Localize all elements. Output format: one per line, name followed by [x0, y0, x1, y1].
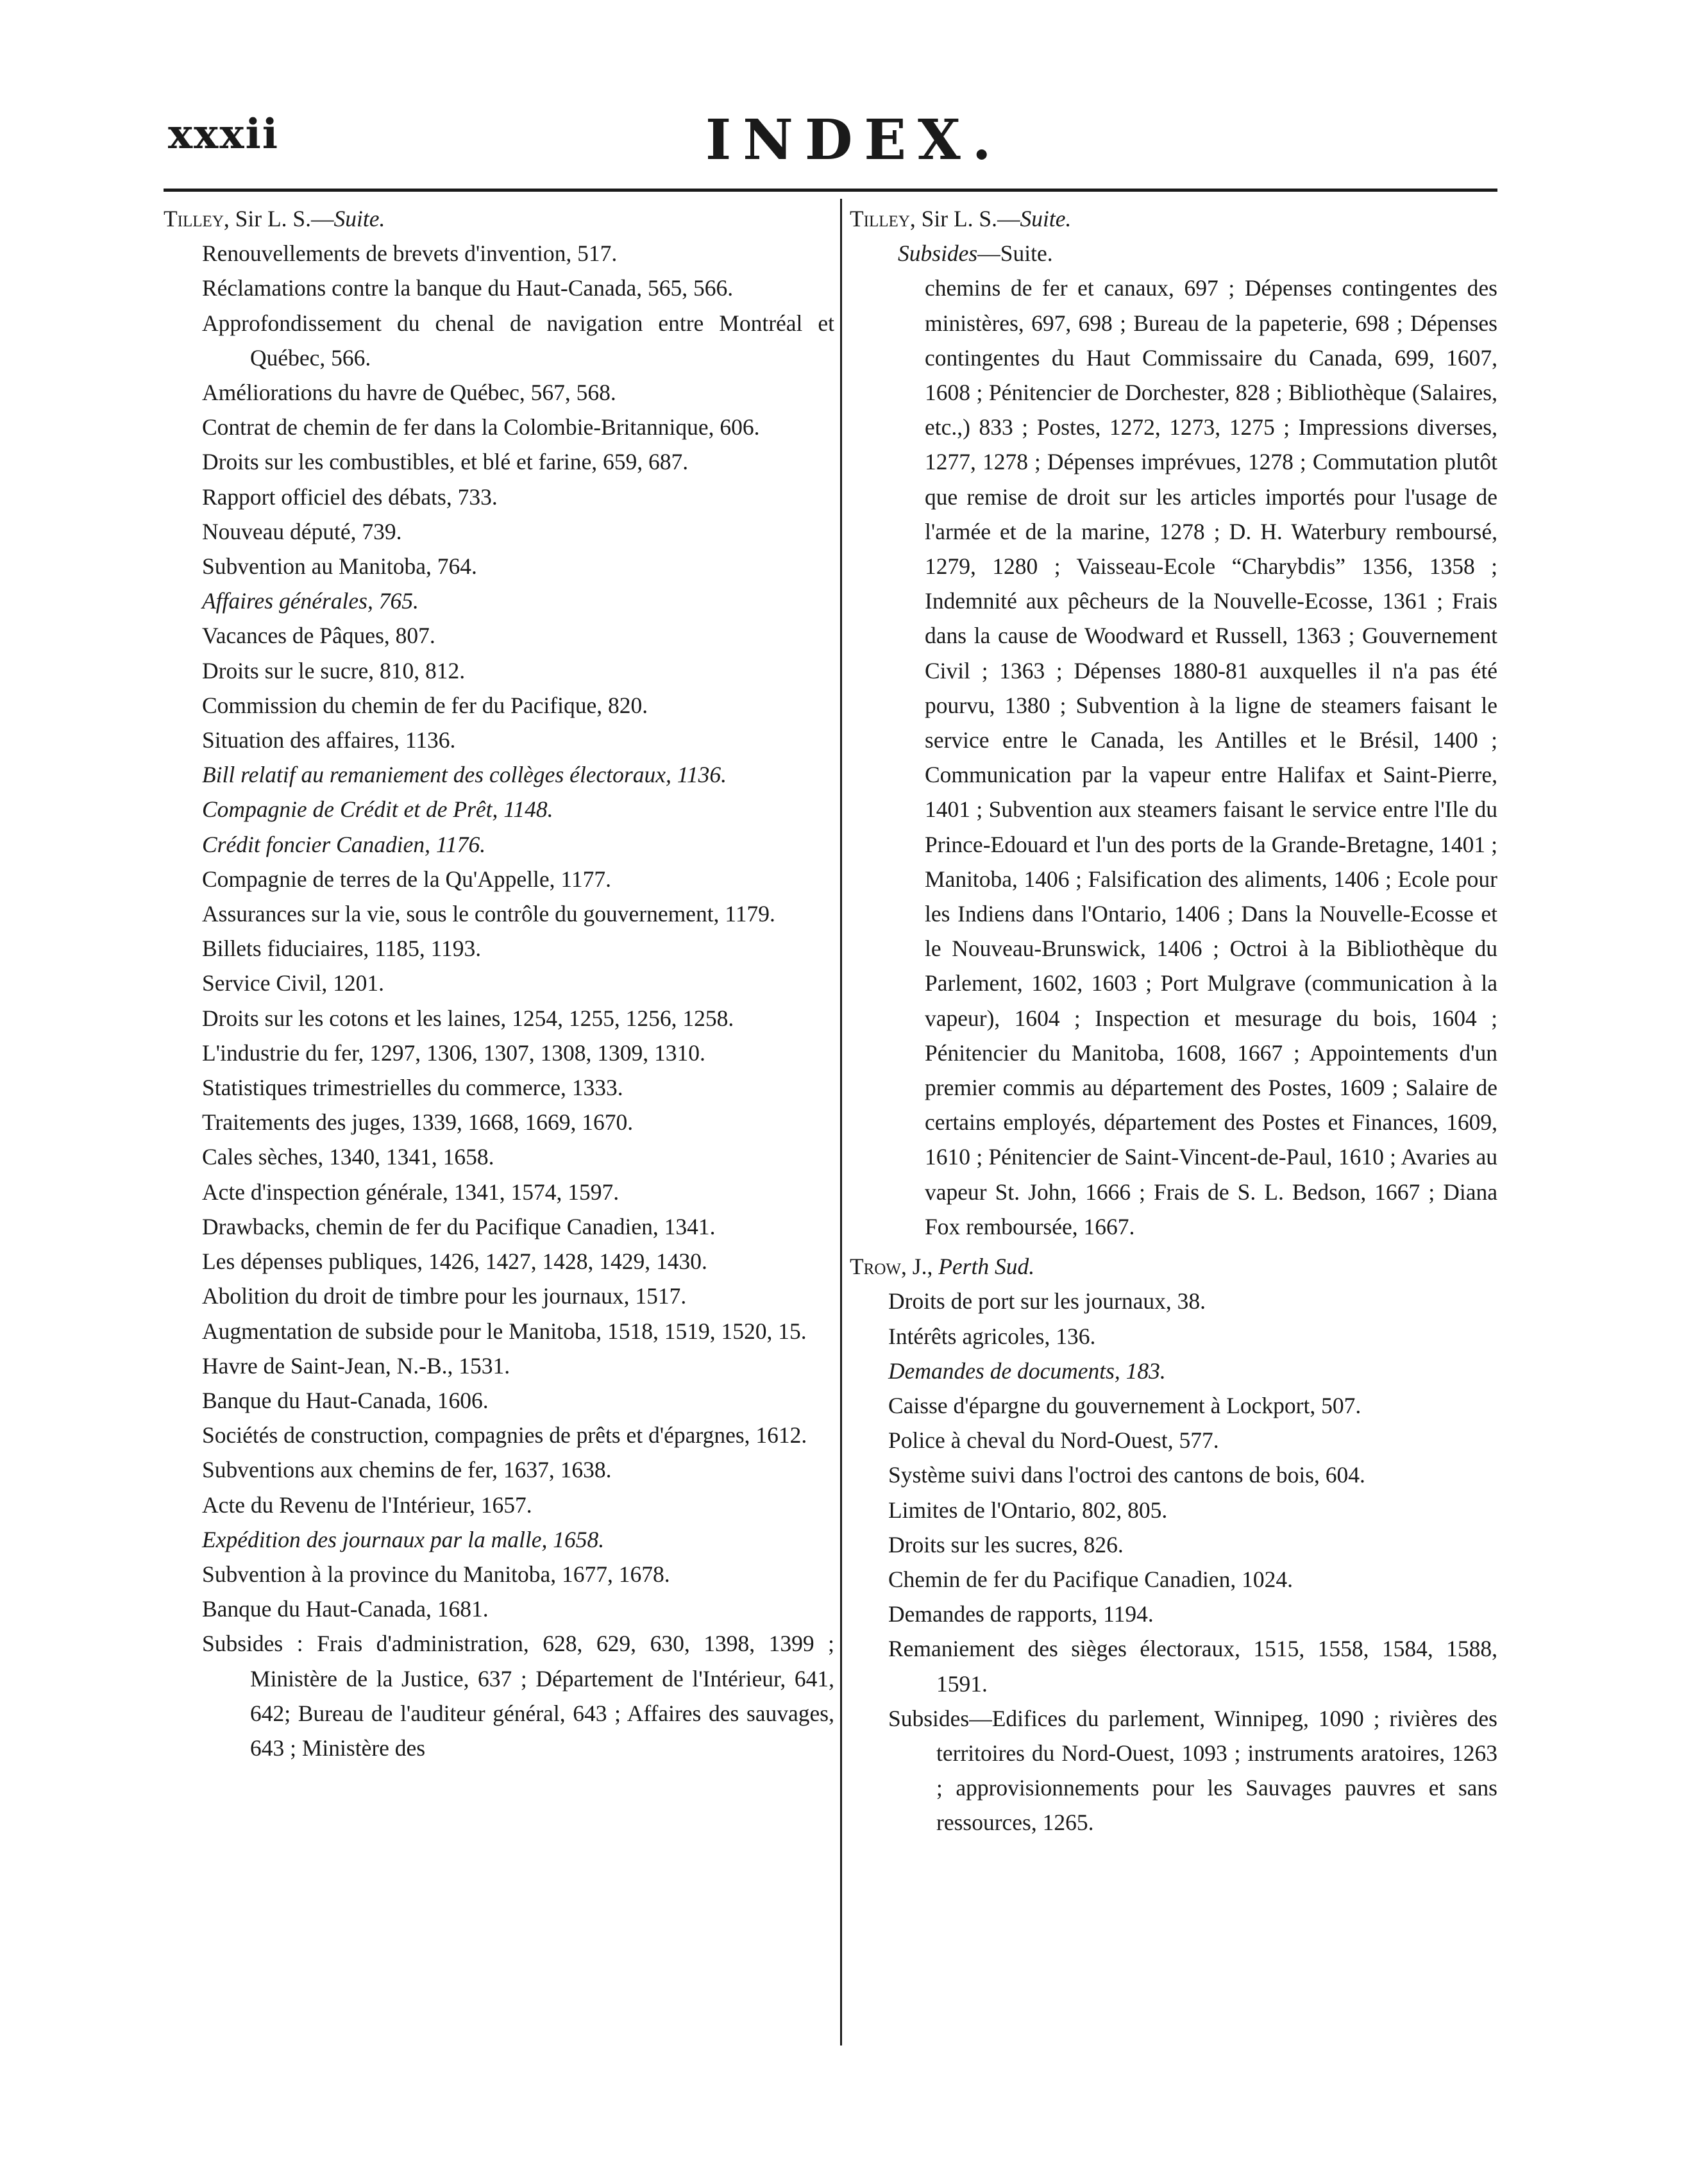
list-item: Situation des affaires, 1136. [202, 727, 456, 753]
list-item: Affaires générales, 765. [202, 588, 419, 614]
page-title: INDEX. [705, 108, 1003, 172]
list-item: Havre de Saint-Jean, N.-B., 1531. [202, 1352, 510, 1379]
right-column [850, 201, 1497, 1840]
list-item: Droits sur les cotons et les laines, 1254, 1255, 1256, 1258. [202, 1005, 734, 1031]
list-item: Compagnie de terres de la Qu'Appelle, 1177. [202, 866, 611, 892]
entry-heading [850, 201, 1497, 236]
subsides-paragraph: chemins de fer et canaux, 697 ; Dépenses contingentes des ministères, 697, 698 ; Bureau de la papeterie, 698 ; Dépenses contingentes du Haut Commissaire du Canada, 699, 1607, 1608 ; Pénitencier de Dorchester, 828 ; Bibliothèque (Salaires, etc.,) 833 ; Postes, 1272, 1273, 1275 ; Impressions diverses, 1277, 1278 ; Dépenses imprévues, 1278 ; Commutation plutôt que remise de droit sur les articles importés pour l'usage de l'armée et de la marine, 1278 ; D. H. Waterbury remboursé, 1279, 1280 ; Vaisseau-Ecole “Charybdis” 1356, 1358 ; Indemnité aux pêcheurs de la Nouvelle-Ecosse, 1361 ; Frais dans la cause de Woodward et Russell, 1363 ; Gouvernement Civil ; 1363 ; Dépenses 1880-81 auxquelles il n'a pas été pourvu, 1380 ; Subvention à la ligne de steamers faisant le service entre le Canada, les Antilles et le Brésil, 1400 ; Communication par la vapeur entre Halifax et Saint-Pierre, 1401 ; Subvention aux steamers faisant le service entre l'Ile du Prince-Edouard et l'un des ports de la Grande-Bretagne, 1401 ; Manitoba, 1406 ; Falsification des aliments, 1406 ; Ecole pour les Indiens dans l'Ontario, 1406 ; Dans la Nouvelle-Ecosse et le Nouveau-Brunswick, 1406 ; Octroi à la Bibliothèque du Parlement, 1602, 1603 ; Port Mulgrave (communication à la vapeur), 1604 ; Inspection et mesurage du bois, 1604 ; Pénitencier du Manitoba, 1608, 1667 ; Appointements d'un premier commis au département des Postes, 1609 ; Salaire de certains employés, département des Postes et Finances, 1609, 1610 ; Pénitencier de Saint-Vincent-de-Paul, 1610 ; Avaries au vapeur St. John, 1666 ; Frais de S. L. Bedson, 1667 ; Diana Fox remboursée, 1667. [925, 275, 1497, 1239]
list-item: Droits de port sur les journaux, 38. [888, 1288, 1206, 1315]
list-item: Crédit foncier Canadien, 1176. [202, 831, 486, 857]
list-item: Assurances sur la vie, sous le contrôle du gouvernement, 1179. [202, 901, 775, 927]
list-item: Subvention à la province du Manitoba, 1677, 1678. [202, 1561, 670, 1587]
list-item: Caisse d'épargne du gouvernement à Lockport, 507. [888, 1392, 1361, 1418]
entry-heading [850, 1249, 1497, 1284]
list-item: Vacances de Pâques, 807. [202, 623, 435, 649]
list-item: Demandes de rapports, 1194. [888, 1601, 1154, 1627]
subsides-word: Subsides [898, 240, 978, 267]
subsides-suite: —Suite. [977, 240, 1053, 267]
list-item: Nouveau député, 739. [202, 518, 402, 544]
heading-rest: , Sir L. S.— [223, 206, 334, 231]
list-item: Subvention au Manitoba, 764. [202, 553, 477, 580]
list-item: Demandes de documents, 183. [888, 1357, 1166, 1384]
list-item: Abolition du droit de timbre pour les journaux, 1517. [202, 1283, 687, 1309]
left-column [164, 201, 834, 1765]
header-rule [164, 189, 1497, 192]
heading-name: Tilley [164, 206, 224, 231]
list-item: Statistiques trimestrielles du commerce, 1333. [202, 1075, 623, 1101]
list-item: Chemin de fer du Pacifique Canadien, 1024. [888, 1566, 1293, 1592]
list-item: Police à cheval du Nord-Ouest, 577. [888, 1427, 1219, 1454]
list-item: Billets fiduciaires, 1185, 1193. [202, 936, 482, 962]
list-item: Droits sur les combustibles, et blé et farine, 659, 687. [202, 449, 689, 475]
list-item: Droits sur les sucres, 826. [888, 1531, 1124, 1558]
list-item: Drawbacks, chemin de fer du Pacifique Canadien, 1341. [202, 1213, 716, 1239]
list-item: Droits sur le sucre, 810, 812. [202, 657, 466, 684]
heading-name: Tilley [850, 206, 910, 231]
list-item: Traitements des juges, 1339, 1668, 1669, 1670. [202, 1109, 634, 1136]
heading-riding: Perth Sud. [938, 1254, 1035, 1280]
heading-rest: , Sir L. S.— [909, 206, 1020, 231]
list-item: Les dépenses publiques, 1426, 1427, 1428, 1429, 1430. [202, 1248, 707, 1275]
list-item: Rapport officiel des débats, 733. [202, 483, 498, 510]
list-item: Cales sèches, 1340, 1341, 1658. [202, 1144, 494, 1170]
list-item: Expédition des journaux par la malle, 1658. [202, 1526, 605, 1552]
list-item: Renouvellements de brevets d'invention, 517. [202, 240, 618, 267]
list-item: Banque du Haut-Canada, 1681. [202, 1596, 489, 1622]
list-item: Limites de l'Ontario, 802, 805. [888, 1497, 1168, 1523]
list-item: L'industrie du fer, 1297, 1306, 1307, 1308, 1309, 1310. [202, 1039, 705, 1066]
list-item: Sociétés de construction, compagnies de prêts et d'épargnes, 1612. [202, 1422, 807, 1449]
list-item: Augmentation de subside pour le Manitoba, 1518, 1519, 1520, 15. [202, 1318, 807, 1344]
subsides-label [850, 236, 1497, 271]
heading-suite: Suite. [333, 206, 385, 231]
entry-heading [164, 201, 834, 236]
column-divider [840, 199, 842, 2045]
list-item: Acte d'inspection générale, 1341, 1574, 1597. [202, 1179, 620, 1205]
list-item: Contrat de chemin de fer dans la Colombie-Britannique, 606. [202, 414, 760, 441]
list-item: Compagnie de Crédit et de Prêt, 1148. [202, 796, 553, 823]
list-item: Acte du Revenu de l'Intérieur, 1657. [202, 1491, 532, 1518]
heading-suite: Suite. [1020, 206, 1072, 231]
list-item: Subsides : Frais d'administration, 628, 629, 630, 1398, 1399 ; Ministère de la Justice, 637 ; Département de l'Intérieur, 641, 642; Bureau de l'auditeur général, 643 ; Affaires des sauvages, 643 ; Ministère des [202, 1631, 834, 1761]
list-item: Service Civil, 1201. [202, 970, 384, 996]
list-item: Intérêts agricoles, 136. [888, 1323, 1096, 1349]
page-number: xxxii [168, 110, 280, 158]
list-item: Remaniement des sièges électoraux, 1515, 1558, 1584, 1588, 1591. [888, 1636, 1497, 1697]
list-item: Commission du chemin de fer du Pacifique, 820. [202, 692, 648, 718]
heading-name: Trow [850, 1254, 902, 1280]
list-item: Système suivi dans l'octroi des cantons de bois, 604. [888, 1462, 1365, 1488]
list-item: Subventions aux chemins de fer, 1637, 1638. [202, 1457, 612, 1483]
list-item: Subsides—Edifices du parlement, Winnipeg, 1090 ; rivières des territoires du Nord-Ouest, 1093 ; instruments aratoires, 1263 ; approvisionnements pour les Sauvages pauvres et sans ressources, 1265. [888, 1705, 1497, 1836]
list-item: Bill relatif au remaniement des collèges électoraux, 1136. [202, 762, 727, 788]
list-item: Banque du Haut-Canada, 1606. [202, 1387, 489, 1413]
heading-rest: , J., [901, 1254, 939, 1280]
list-item: Réclamations contre la banque du Haut-Canada, 565, 566. [202, 275, 734, 301]
list-item: Améliorations du havre de Québec, 567, 568. [202, 380, 616, 406]
list-item: Approfondissement du chenal de navigation entre Montréal et Québec, 566. [202, 310, 834, 371]
